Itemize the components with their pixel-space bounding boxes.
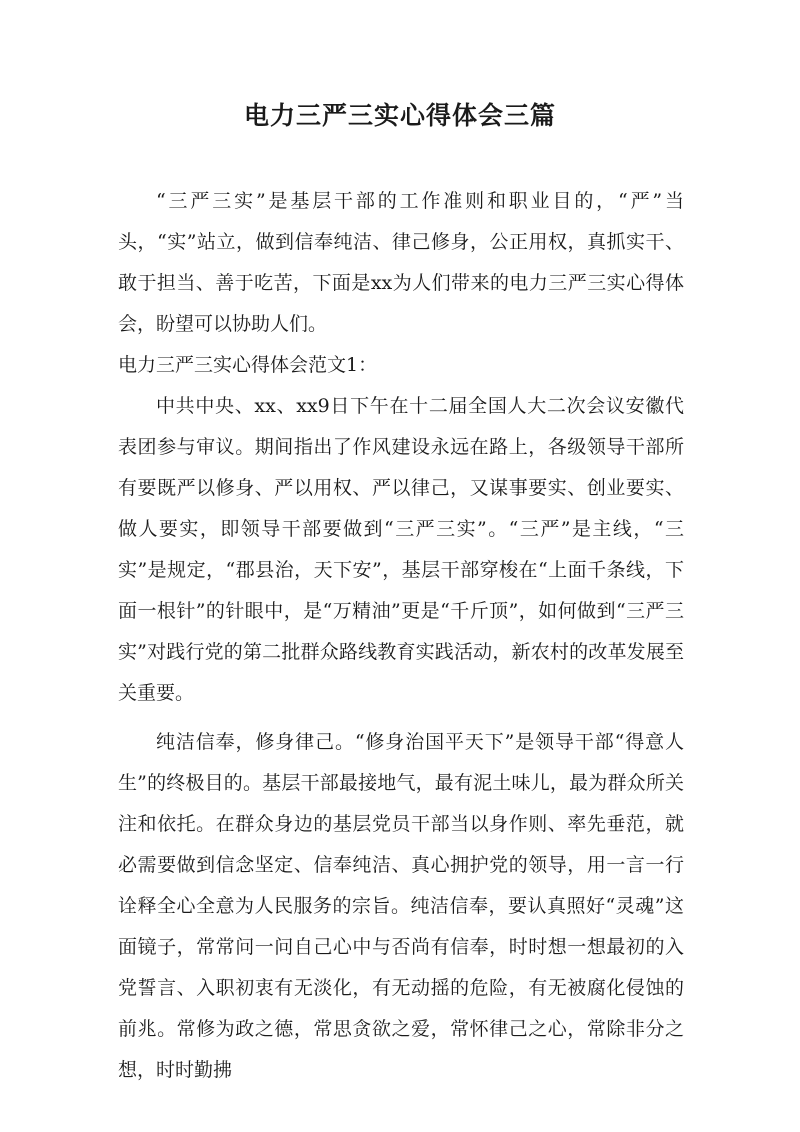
body-paragraph-1: 中共中央、xx、xx9日下午在十二届全国人大二次会议安徽代表团参与审议。期间指出了作风建设永远在路上，各级领导干部所有要既严以修身、严以用权、严以律己，又谋事要实、创业要实、做人要实，即领导干部要做到“三严三实”。“三严”是主线，“三实”是规定，“郡县治，天下安”，基层干部穿梭在“上面千条线，下面一根针”的针眼中，是“万精油”更是“千斤顶”，如何做到“三严三实”对践行党的第二批群众路线教育实践活动，新农村的改革发展至关重要。 — [118, 395, 684, 704]
intro-paragraph: “三严三实”是基层干部的工作准则和职业目的，“严”当头，“实”站立，做到信奉纯洁、律己修身，公正用权，真抓实干、敢于担当、善于吃苦，下面是xx为人们带来的电力三严三实心得体会，盼望可以协助人们。 — [118, 190, 684, 335]
section-heading: 电力三严三实心得体会范文1： — [118, 354, 378, 376]
document-body — [118, 181, 684, 1091]
body-paragraph-2: 纯洁信奉，修身律己。“修身治国平天下”是领导干部“得意人生”的终极目的。基层干部最接地气，最有泥土味儿，最为群众所关注和依托。在群众身边的基层党员干部当以身作则、率先垂范，就必需要做到信念坚定、信奉纯洁、真心拥护党的领导，用一言一行诠释全心全意为人民服务的宗旨。纯洁信奉，要认真照好“灵魂”这面镜子，常常问一问自己心中与否尚有信奉，时时想一想最初的入党誓言、入职初衷有无淡化，有无动摇的危险，有无被腐化侵蚀的前兆。常修为政之德，常思贪欲之爱，常怀律己之心，常除非分之想，时时勤拂 — [118, 731, 684, 1081]
document-title: 电力三严三实心得体会三篇 — [243, 101, 556, 130]
